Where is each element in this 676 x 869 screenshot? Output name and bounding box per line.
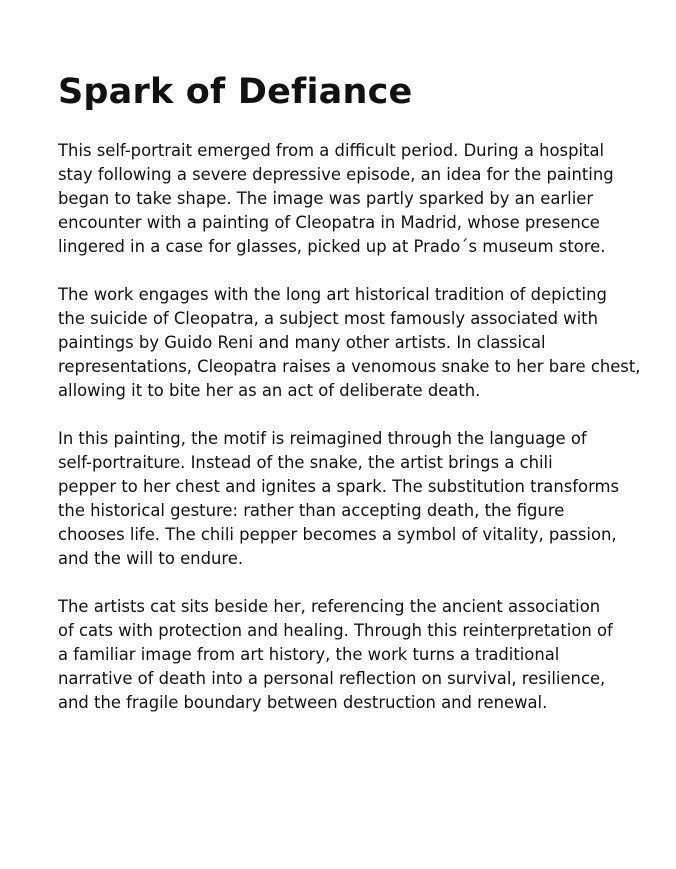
page-title: Spark of Defiance bbox=[58, 72, 413, 112]
paragraph-2: The work engages with the long art historical tradition of depicting the suicide of Cleopatra, a subject most famously associated with paintings by Guido Reni and many other artists. In classical representations, Cleopatra raises a venomous snake to her bare chest, allowing it to bite her as an act of deliberate death. bbox=[58, 285, 641, 400]
paragraph-4: The artists cat sits beside her, referencing the ancient association of cats with protection and healing. Through this reinterpretation of a familiar image from art history, the work turns a traditional narrative of death into a personal reflection on survival, resilience, and the fragile boundary between destruction and renewal. bbox=[58, 597, 613, 712]
document-body bbox=[58, 139, 676, 739]
paragraph-1: This self-portrait emerged from a difficult period. During a hospital stay following a severe depressive episode, an idea for the painting began to take shape. The image was partly sparked by an earlier encounter with a painting of Cleopatra in Madrid, whose presence lingered in a case for glasses, picked up at Prado´s museum store. bbox=[58, 141, 614, 256]
paragraph-3: In this painting, the motif is reimagined through the language of self-portraiture. Instead of the snake, the artist brings a chili pepper to her chest and ignites a spark. The substitution transforms the historical gesture: rather than accepting death, the figure chooses life. The chili pepper becomes a symbol of vitality, passion, and the will to endure. bbox=[58, 429, 620, 568]
